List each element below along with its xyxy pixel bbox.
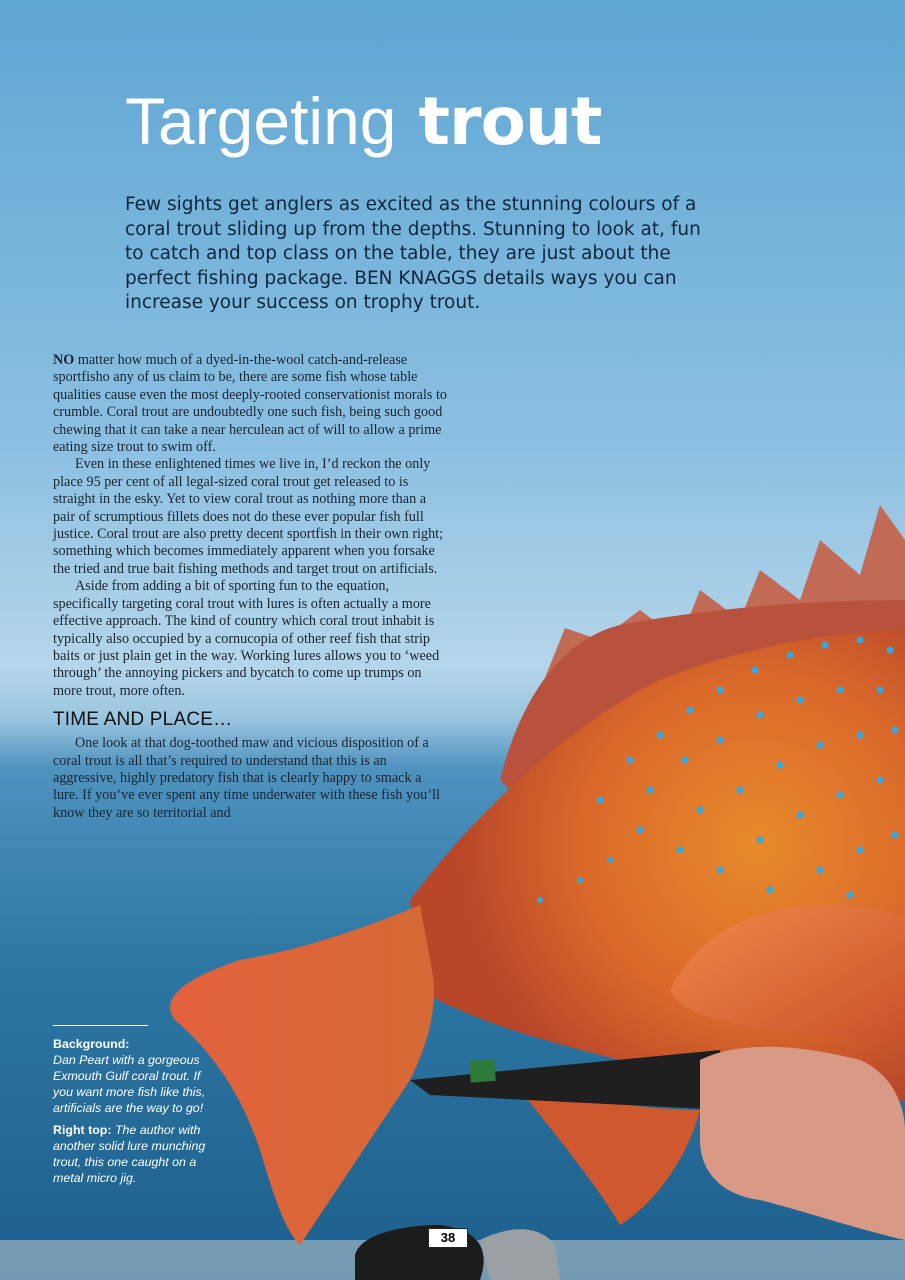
page-number: 38 — [428, 1228, 468, 1248]
caption-background — [53, 1036, 213, 1116]
title-bold-word: trout — [418, 83, 602, 160]
caption-text: The author with another solid lure munching trout, this one caught on a metal micro jig. — [53, 1123, 206, 1185]
paragraph-1-text: matter how much of a dyed-in-the-wool catch-and-release sportfisho any of us claim to be, there are some fish whose table qualities cause even the most deeply-rooted conservationist morals to crumble. Coral trout are undoubtedly one such fish, being such good chewing that it can take a near herculean act of will to allow a prime eating size trout to swim off. — [53, 352, 447, 456]
title-light-word: Targeting — [125, 84, 397, 158]
lead-word: NO — [53, 352, 75, 368]
caption-divider — [53, 1025, 148, 1026]
article-body — [53, 352, 449, 822]
paragraph-3: Aside from adding a bit of sporting fun to the equation, specifically targeting coral trout with lures is often actually a more effective approach. The kind of country which coral trout inhabit is typically also occupied by a cornucopia of other reef fish that strip baits or just plain get in the way. Working lures allows you to ‘weed through’ the annoying pickers and bycatch to come up trumps on more trout, more often. — [53, 578, 440, 699]
caption-right-top — [53, 1122, 213, 1186]
paragraph-4: One look at that dog-toothed maw and vicious disposition of a coral trout is all that’s required to understand that this is an aggressive, highly predatory fish that is clearly happy to smack a lure. If you’ve ever spent any time underwater with these fish you’ll know they are so territorial and — [53, 735, 440, 821]
section-heading: TIME AND PLACE… — [53, 709, 233, 731]
photo-captions — [53, 1025, 213, 1192]
intro-paragraph: Few sights get anglers as excited as the stunning colours of a coral trout sliding up from the depths. Stunning to look at, fun to catch and top class on the table, they are just about the perfect fishing package. BEN KNAGGS details ways you can increase your success on trophy trout. — [125, 194, 701, 314]
paragraph-2: Even in these enlightened times we live in, I’d reckon the only place 95 per cent of all legal-sized coral trout get released to is straight in the esky. Yet to view coral trout as nothing more than a pair of scrumptious fillets does not do these ever popular fish full justice. Coral trout are also pretty decent sportfish in their own right; something which becomes immediately apparent when you forsake the tried and true bait fishing methods and target trout on artificials. — [53, 456, 444, 577]
paragraph-1 — [53, 352, 449, 456]
caption-text: Dan Peart with a gorgeous Exmouth Gulf coral trout. If you want more fish like this, artificials are the way to go! — [53, 1053, 206, 1115]
caption-label: Background: — [53, 1037, 130, 1051]
caption-label: Right top: — [53, 1123, 112, 1137]
article-title — [125, 83, 602, 160]
